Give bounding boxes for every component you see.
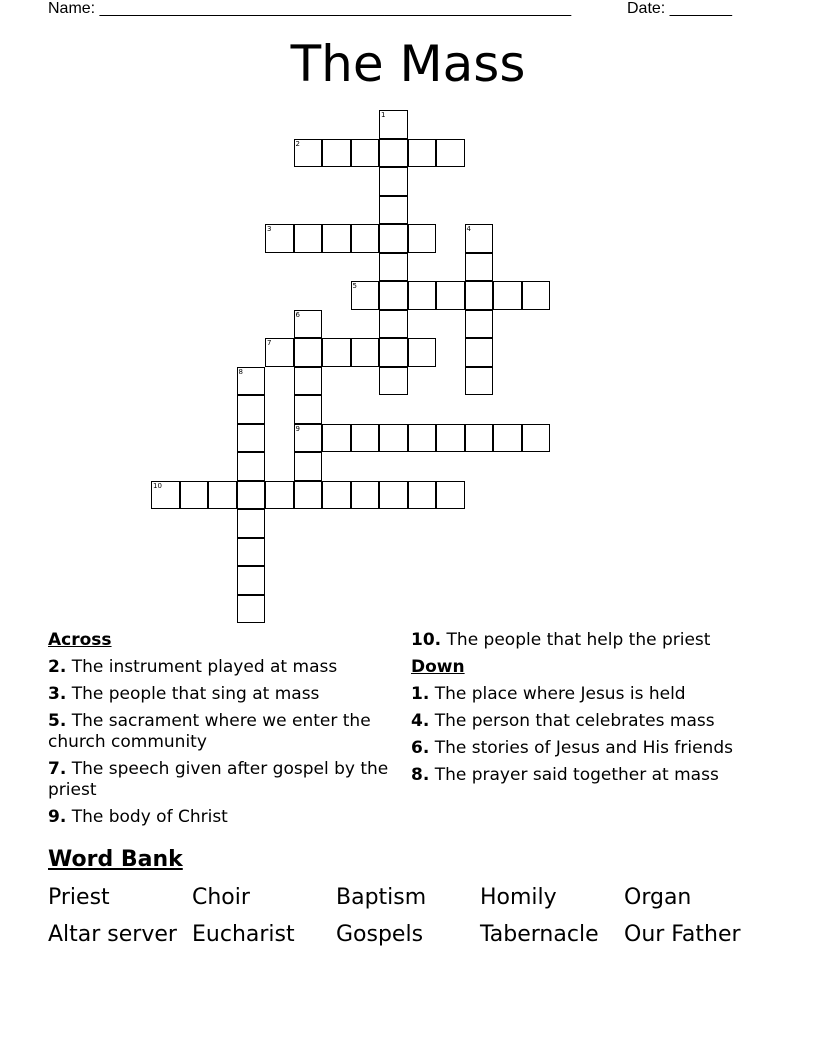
crossword-cell[interactable] xyxy=(436,139,465,168)
crossword-cell[interactable] xyxy=(436,281,465,310)
crossword-cell[interactable] xyxy=(322,338,351,367)
word-bank-word: Gospels xyxy=(336,922,424,947)
clue-number-label: 5 xyxy=(352,282,357,290)
word-bank-word: Baptism xyxy=(336,885,427,910)
crossword-cell[interactable] xyxy=(351,224,380,253)
clue-text: The sacrament where we enter the church community xyxy=(48,711,371,752)
crossword-cell[interactable] xyxy=(265,338,294,367)
clue-down-8 xyxy=(411,765,761,786)
crossword-cell[interactable] xyxy=(265,224,294,253)
clue-number: 2. xyxy=(48,657,67,677)
clue-number: 9. xyxy=(48,807,67,827)
clue-text: The instrument played at mass xyxy=(71,657,338,677)
date-field-label: Date: _______ xyxy=(627,0,732,17)
crossword-cell[interactable] xyxy=(493,281,522,310)
word-bank-word: Our Father xyxy=(624,922,741,947)
crossword-cell[interactable] xyxy=(322,481,351,510)
crossword-cell[interactable] xyxy=(408,139,437,168)
crossword-cell[interactable] xyxy=(379,110,408,139)
clue-across-2 xyxy=(48,657,398,678)
clue-number-label: 2 xyxy=(295,139,300,148)
crossword-cell[interactable] xyxy=(294,338,323,367)
crossword-cell[interactable] xyxy=(465,224,494,253)
crossword-cell[interactable] xyxy=(351,139,380,168)
clue-across-5 xyxy=(48,711,398,753)
crossword-cell[interactable] xyxy=(237,395,266,424)
clue-number-label: 8 xyxy=(238,367,243,376)
crossword-cell[interactable] xyxy=(465,281,494,310)
clue-down-1 xyxy=(411,684,761,705)
crossword-cell[interactable] xyxy=(493,424,522,453)
crossword-cell[interactable] xyxy=(351,338,380,367)
word-bank-word: Eucharist xyxy=(192,922,295,947)
crossword-cell[interactable] xyxy=(436,481,465,510)
clue-across-7 xyxy=(48,759,398,801)
clue-number-label: 10 xyxy=(153,481,162,490)
crossword-cell[interactable] xyxy=(294,395,323,424)
crossword-cell[interactable] xyxy=(351,281,380,310)
clue-number: 8. xyxy=(411,765,430,785)
crossword-cell[interactable] xyxy=(294,481,323,510)
crossword-cell[interactable] xyxy=(237,595,266,624)
crossword-cell[interactable] xyxy=(237,566,266,595)
crossword-cell[interactable] xyxy=(465,367,494,396)
crossword-cell[interactable] xyxy=(322,139,351,168)
clue-text: The body of Christ xyxy=(71,807,228,827)
crossword-cell[interactable] xyxy=(351,481,380,510)
crossword-cell[interactable] xyxy=(522,424,551,453)
clue-number-label: 7 xyxy=(267,339,272,347)
crossword-cell[interactable] xyxy=(237,538,266,567)
crossword-cell[interactable] xyxy=(265,481,294,510)
crossword-cell[interactable] xyxy=(379,139,408,168)
crossword-cell[interactable] xyxy=(322,224,351,253)
crossword-cell[interactable] xyxy=(294,424,323,453)
down-heading: Down xyxy=(411,657,465,677)
word-bank-word: Organ xyxy=(624,885,692,910)
crossword-cell[interactable] xyxy=(379,338,408,367)
clue-number: 6. xyxy=(411,738,430,758)
crossword-cell[interactable] xyxy=(465,424,494,453)
word-bank-word: Altar server xyxy=(48,922,177,947)
crossword-cell[interactable] xyxy=(408,481,437,510)
crossword-cell[interactable] xyxy=(294,310,323,339)
crossword-cell[interactable] xyxy=(379,367,408,396)
crossword-cell[interactable] xyxy=(408,424,437,453)
crossword-cell[interactable] xyxy=(379,196,408,225)
crossword-cell[interactable] xyxy=(379,253,408,282)
across-heading: Across xyxy=(48,630,112,650)
clue-number: 1. xyxy=(411,684,430,704)
clue-text: The place where Jesus is held xyxy=(434,684,686,704)
crossword-cell[interactable] xyxy=(180,481,209,510)
clues-column-left xyxy=(48,630,398,828)
clue-text: The prayer said together at mass xyxy=(434,765,719,785)
word-bank-word: Priest xyxy=(48,885,110,910)
clue-text: The people that help the priest xyxy=(446,630,711,650)
crossword-cell[interactable] xyxy=(522,281,551,310)
clue-number-label: 6 xyxy=(295,310,300,319)
clue-text: The people that sing at mass xyxy=(71,684,320,704)
crossword-cell[interactable] xyxy=(151,481,180,510)
clue-text: The person that celebrates mass xyxy=(434,711,715,731)
clue-number-label: 9 xyxy=(295,424,300,433)
word-bank-title: Word Bank xyxy=(48,847,183,872)
word-bank-word: Homily xyxy=(480,885,557,910)
word-bank-word: Choir xyxy=(192,885,250,910)
clues-column-right xyxy=(411,630,761,786)
clue-number-label: 3 xyxy=(267,225,272,233)
crossword-cell[interactable] xyxy=(408,224,437,253)
crossword-cell[interactable] xyxy=(379,424,408,453)
clue-across-9 xyxy=(48,807,398,828)
crossword-cell[interactable] xyxy=(379,481,408,510)
clue-number: 4. xyxy=(411,711,430,731)
clue-number: 5. xyxy=(48,711,67,731)
crossword-cell[interactable] xyxy=(436,424,465,453)
crossword-cell[interactable] xyxy=(237,509,266,538)
crossword-cell[interactable] xyxy=(379,310,408,339)
crossword-cell[interactable] xyxy=(208,481,237,510)
clue-across-3 xyxy=(48,684,398,705)
clue-down-6 xyxy=(411,738,761,759)
crossword-cell[interactable] xyxy=(465,338,494,367)
crossword-cell[interactable] xyxy=(465,253,494,282)
clue-number: 7. xyxy=(48,759,67,779)
crossword-cell[interactable] xyxy=(294,367,323,396)
crossword-cell[interactable] xyxy=(294,139,323,168)
clue-number: 3. xyxy=(48,684,67,704)
clue-text: The speech given after gospel by the priest xyxy=(48,759,389,800)
crossword-cell[interactable] xyxy=(408,338,437,367)
page-title: The Mass xyxy=(290,35,526,93)
crossword-cell[interactable] xyxy=(351,424,380,453)
clue-across-10 xyxy=(411,630,761,651)
crossword-cell[interactable] xyxy=(237,424,266,453)
crossword-cell[interactable] xyxy=(237,481,266,510)
crossword-cell[interactable] xyxy=(294,224,323,253)
clue-down-4 xyxy=(411,711,761,732)
clue-text: The stories of Jesus and His friends xyxy=(434,738,733,758)
crossword-cell[interactable] xyxy=(408,281,437,310)
crossword-cell[interactable] xyxy=(237,452,266,481)
clue-number: 10. xyxy=(411,630,442,650)
crossword-cell[interactable] xyxy=(294,452,323,481)
name-field-label: Name: _____________________________________________________ xyxy=(48,0,572,17)
crossword-cell[interactable] xyxy=(379,224,408,253)
clue-number-label: 4 xyxy=(466,225,471,233)
clue-number-label: 1 xyxy=(381,111,386,119)
crossword-cell[interactable] xyxy=(465,310,494,339)
crossword-cell[interactable] xyxy=(379,281,408,310)
crossword-cell[interactable] xyxy=(379,167,408,196)
crossword-cell[interactable] xyxy=(322,424,351,453)
word-bank-word: Tabernacle xyxy=(480,922,599,947)
crossword-cell[interactable] xyxy=(237,367,266,396)
